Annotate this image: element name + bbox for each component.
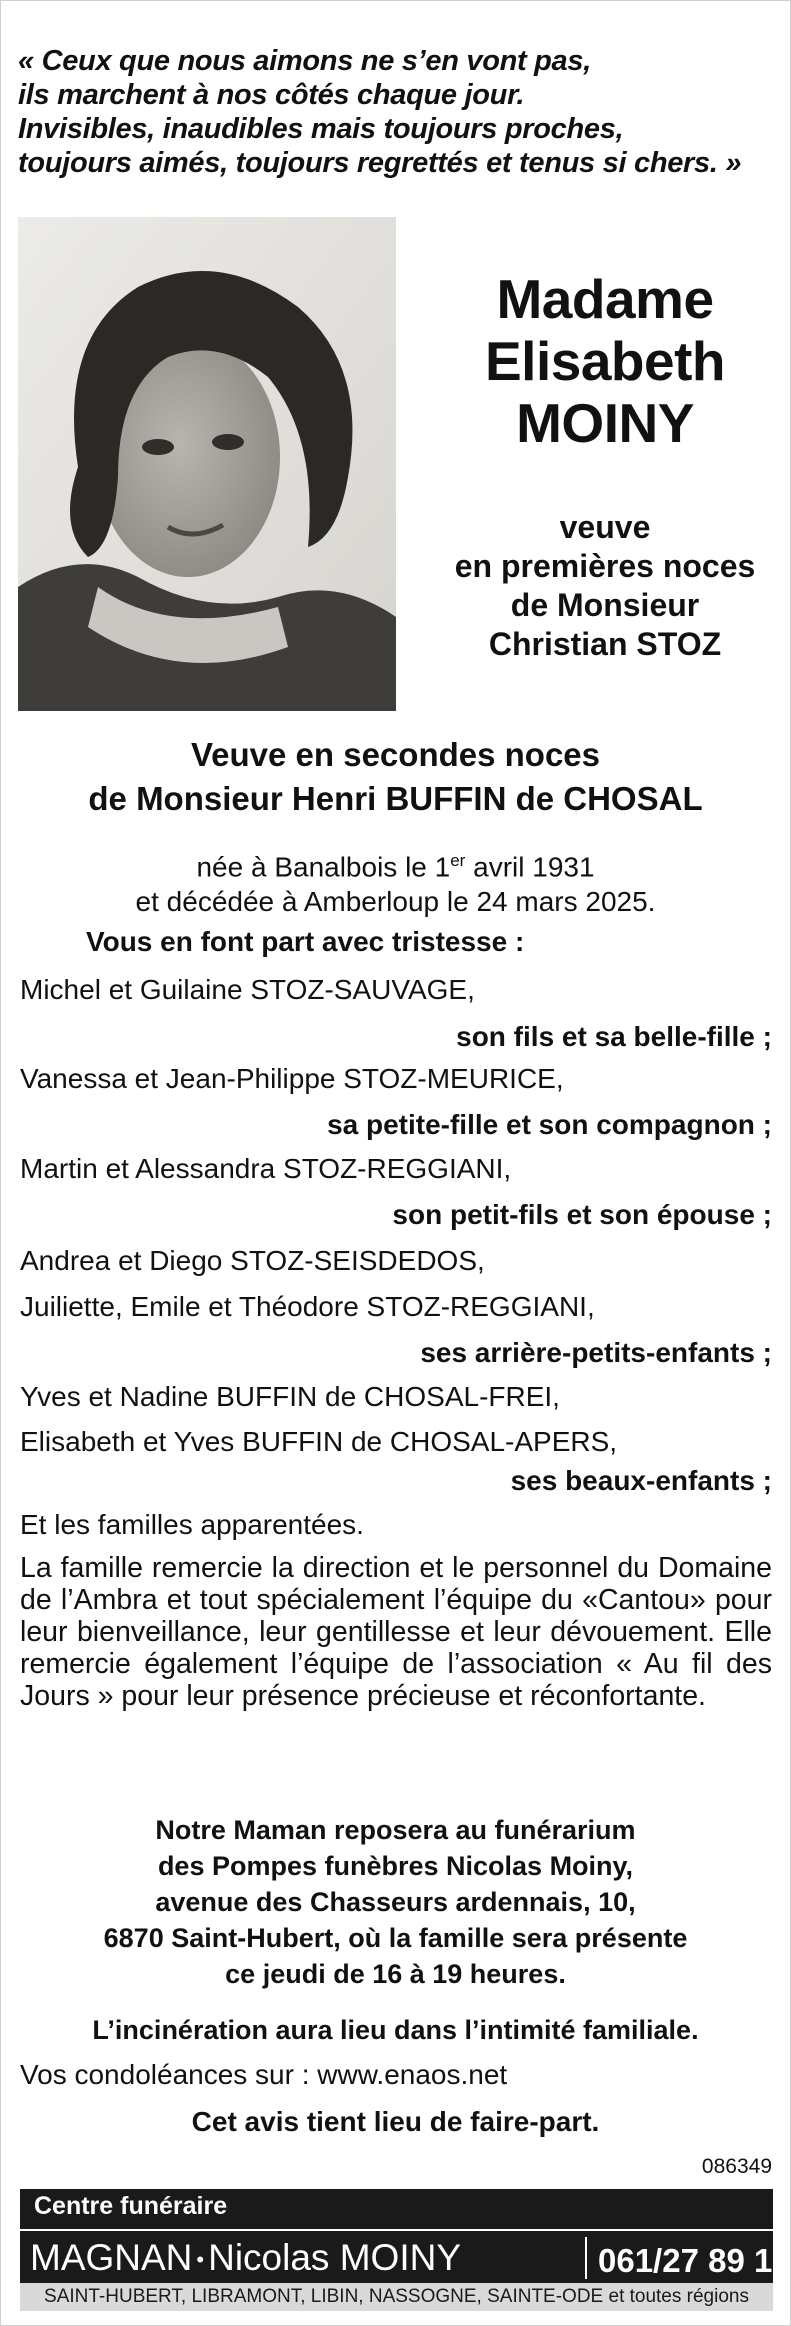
- quote-line: toujours aimés, toujours regrettés et tenus si chers. »: [18, 147, 742, 179]
- quote-line: « Ceux que nous aimons ne s’en vont pas,: [18, 45, 591, 77]
- family-relation: ses arrière-petits-enfants ;: [420, 1337, 772, 1368]
- family-member: Michel et Guilaine STOZ-SAUVAGE,: [20, 974, 475, 1005]
- funerarium-line: ce jeudi de 16 à 19 heures.: [225, 1959, 566, 1989]
- banner-tag: Centre funéraire: [20, 2189, 241, 2223]
- birth-line: [20, 843, 771, 884]
- death-line: et décédée à Amberloup le 24 mars 2025.: [135, 886, 656, 918]
- reference-number: 086349: [701, 2155, 772, 2178]
- funerarium-info: [20, 1812, 771, 1992]
- thanks-paragraph: La famille remercie la direction et le personnel du Domaine de l’Ambra et tout spécialement l’équipe du «Cantou» pour leur bienveillance, leur gentillesse et leur dévouement. Elle remercie également l’équipe de l’association « Au fil des Jours » pour leur présence précieuse et réconfortante.: [20, 1552, 772, 1712]
- cremation-note: L’incinération aura lieu dans l’intimité familiale.: [92, 2015, 699, 2045]
- portrait-illustration: [18, 217, 396, 711]
- second-marriage-line: de Monsieur Henri BUFFIN de CHOSAL: [88, 780, 703, 817]
- funerarium-line: Notre Maman reposera au funérarium: [155, 1815, 636, 1845]
- first-marriage-line: Christian STOZ: [488, 626, 722, 662]
- family-intro: Vous en font part avec tristesse :: [86, 926, 525, 957]
- family-member: Juiliette, Emile et Théodore STOZ-REGGIANI,: [20, 1291, 595, 1322]
- first-marriage-line: veuve: [559, 509, 651, 545]
- family-relation: ses beaux-enfants ;: [510, 1465, 772, 1496]
- family-relation: son fils et sa belle-fille ;: [456, 1021, 772, 1052]
- banner-separator: [585, 2237, 587, 2279]
- opening-quote: [18, 44, 778, 180]
- family-relation: son petit-fils et son épouse ;: [392, 1199, 772, 1230]
- portrait-photo: [18, 217, 396, 711]
- birth-death-dates: [20, 843, 771, 919]
- quote-line: ils marchent à nos côtés chaque jour.: [18, 79, 525, 111]
- firm-name-part: Nicolas: [208, 2237, 330, 2278]
- family-member: Et les familles apparentées.: [20, 1509, 364, 1540]
- service-regions: SAINT-HUBERT, LIBRAMONT, LIBIN, NASSOGNE, SAINTE-ODE et toutes régions: [20, 2283, 773, 2311]
- deceased-name: [420, 268, 790, 454]
- first-marriage-line: en premières noces: [454, 548, 756, 584]
- family-member: Yves et Nadine BUFFIN de CHOSAL-FREI,: [20, 1381, 560, 1412]
- birth-ordinal: er: [450, 851, 466, 870]
- bullet-icon: •: [196, 2247, 205, 2273]
- family-member: Martin et Alessandra STOZ-REGGIANI,: [20, 1153, 512, 1184]
- name-title: Madame: [496, 268, 714, 330]
- funerarium-line: 6870 Saint-Hubert, où la famille sera présente: [103, 1923, 688, 1953]
- first-marriage-line: de Monsieur: [510, 587, 700, 623]
- funerarium-line: des Pompes funèbres Nicolas Moiny,: [157, 1851, 634, 1881]
- family-member: Elisabeth et Yves BUFFIN de CHOSAL-APERS,: [20, 1426, 618, 1457]
- family-member: Vanessa et Jean-Philippe STOZ-MEURICE,: [20, 1063, 564, 1094]
- banner-divider: [20, 2229, 773, 2231]
- funeral-home-name: [30, 2237, 461, 2281]
- family-relation: sa petite-fille et son compagnon ;: [327, 1109, 772, 1140]
- phone-number: 061/27 89 16: [598, 2242, 791, 2279]
- funeral-home-banner: [20, 2189, 791, 2311]
- family-member: Andrea et Diego STOZ-SEISDEDOS,: [20, 1245, 485, 1276]
- quote-line: Invisibles, inaudibles mais toujours proches,: [18, 113, 624, 145]
- second-marriage: [20, 733, 771, 821]
- funerarium-line: avenue des Chasseurs ardennais, 10,: [155, 1887, 636, 1917]
- notice-line: Cet avis tient lieu de faire-part.: [191, 2106, 600, 2137]
- condolences-line: Vos condoléances sur : www.enaos.net: [20, 2059, 508, 2090]
- birth-prefix: née à Banalbois le 1: [196, 851, 451, 883]
- birth-suffix: avril 1931: [465, 851, 595, 883]
- first-marriage: [420, 508, 790, 664]
- second-marriage-line: Veuve en secondes noces: [190, 736, 601, 773]
- name-last: MOINY: [516, 392, 694, 454]
- firm-name-part: MOINY: [339, 2237, 461, 2278]
- firm-name-part: MAGNAN: [30, 2237, 193, 2278]
- name-first: Elisabeth: [484, 330, 726, 392]
